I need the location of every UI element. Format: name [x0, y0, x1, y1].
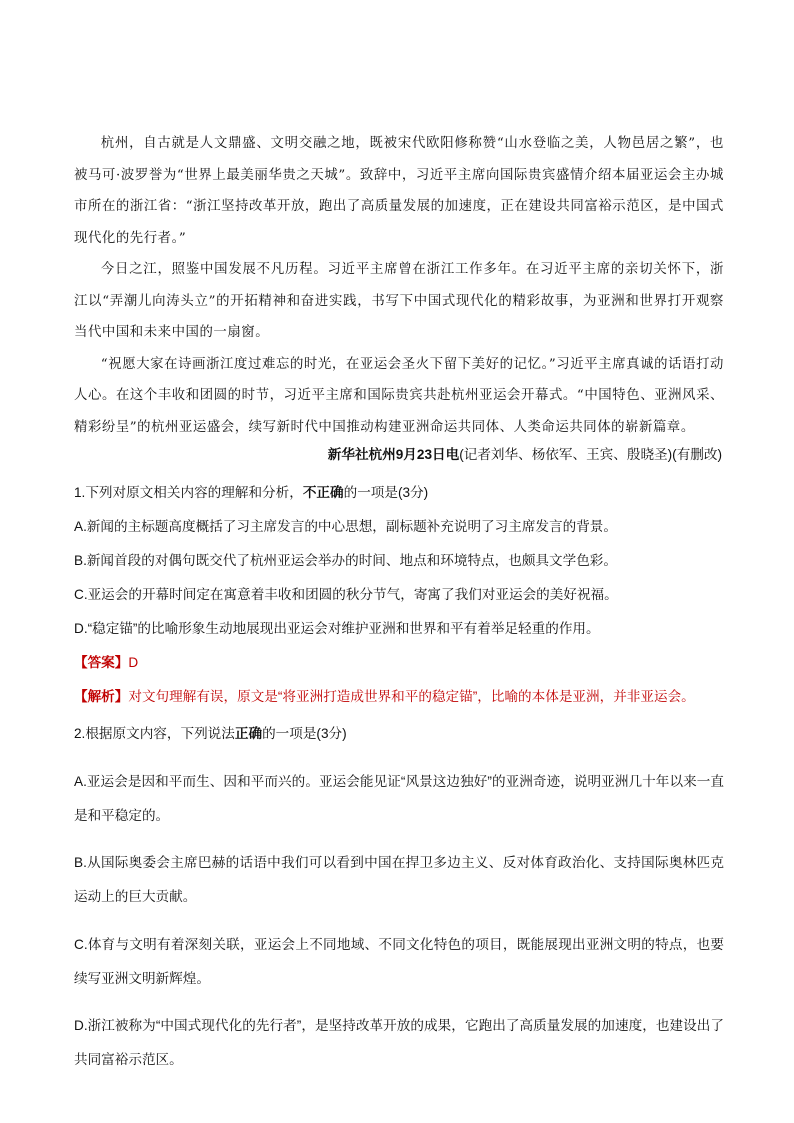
question-1-option-c: C.亚运会的开幕时间定在寓意着丰收和团圆的秋分节气，寄寓了我们对亚运会的美好祝福。: [74, 587, 618, 602]
question-2-stem-pre: 2.根据原文内容，下列说法: [74, 726, 235, 741]
question-2-option-d: D.浙江被称为“中国式现代化的先行者”，是坚持改革开放的成果，它跑出了高质量发展的加速度，也建设出了共同富裕示范区。: [74, 1018, 724, 1068]
question-1-stem-pre: 1.下列对原文相关内容的理解和分析，: [74, 485, 303, 500]
question-2-option-b: B.从国际奥委会主席巴赫的话语中我们可以看到中国在捍卫多边主义、反对体育政治化、支持国际奥林匹克运动上的巨大贡献。: [74, 855, 724, 905]
source-reporters: (记者刘华、杨依军、王宾、殷晓圣)(有删改): [459, 447, 722, 462]
question-2-stem-post: 的一项是(3分): [262, 726, 347, 741]
question-1-keyword: 不正确: [302, 485, 344, 500]
question-1-option-a: A.新闻的主标题高度概括了习主席发言的中心思想，副标题补充说明了习主席发言的背景。: [74, 519, 617, 534]
question-1-stem: [74, 476, 724, 510]
article-paragraph-1: 杭州，自古就是人文鼎盛、文明交融之地，既被宋代欧阳修称赞“山水登临之美，人物邑居之繁”，也被马可·波罗誉为“世界上最美丽华贵之天城”。致辞中，习近平主席向国际贵宾盛情介绍本届亚运会主办城市所在的浙江省：“浙江坚持改革开放，跑出了高质量发展的加速度，正在建设共同富裕示范区，是中国式现代化的先行者。”: [74, 136, 724, 246]
question-1-option-d: D.“稳定锚”的比喻形象生动地展现出亚运会对维护亚洲和世界和平有着举足轻重的作用。: [74, 621, 600, 636]
question-1-option-b: B.新闻首段的对偶句既交代了杭州亚运会举办的时间、地点和环境特点，也颇具文学色彩。: [74, 553, 617, 568]
analysis-text: 对文句理解有误，原文是“将亚洲打造成世界和平的稳定锚”，比喻的本体是亚洲，并非亚运会。: [128, 689, 695, 704]
question-1-stem-post: 的一项是(3分): [343, 485, 429, 500]
article-source-line: [328, 441, 722, 469]
question-1-analysis: [74, 680, 724, 714]
question-2-option-a: A.亚运会是因和平而生、因和平而兴的。亚运会能见证“风景这边独好”的亚洲奇迹，说明亚洲几十年以来一直是和平稳定的。: [74, 773, 724, 823]
question-1-answer: [74, 646, 724, 680]
question-2-keyword: 正确: [234, 726, 263, 741]
question-2-option-c: C.体育与文明有着深刻关联，亚运会上不同地域、不同文化特色的项目，既能展现出亚洲文明的特点，也要续写亚洲文明新辉煌。: [74, 936, 724, 986]
answer-tag: 【答案】: [74, 655, 129, 670]
answer-value: D: [128, 655, 139, 670]
question-2: [74, 717, 724, 1091]
news-article: [74, 128, 724, 443]
question-2-stem: [74, 717, 724, 751]
article-paragraph-3: “祝愿大家在诗画浙江度过难忘的时光，在亚运会圣火下留下美好的记忆。”习近平主席真诚的话语打动人心。在这个丰收和团圆的时节，习近平主席和国际贵宾共赴杭州亚运会开幕式。“中国特色、亚洲风采、精彩纷呈”的杭州亚运盛会，续写新时代中国推动构建亚洲命运共同体、人类命运共同体的崭新篇章。: [74, 356, 724, 435]
question-1: [74, 476, 724, 714]
article-paragraph-2: 今日之江，照鉴中国发展不凡历程。习近平主席曾在浙江工作多年。在习近平主席的亲切关怀下，浙江以“弄潮儿向涛头立”的开拓精神和奋进实践，书写下中国式现代化的精彩故事，为亚洲和世界打开观察当代中国和未来中国的一扇窗。: [74, 262, 724, 340]
source-agency: 新华社杭州9月23日电: [327, 447, 460, 462]
analysis-tag: 【解析】: [74, 689, 129, 704]
